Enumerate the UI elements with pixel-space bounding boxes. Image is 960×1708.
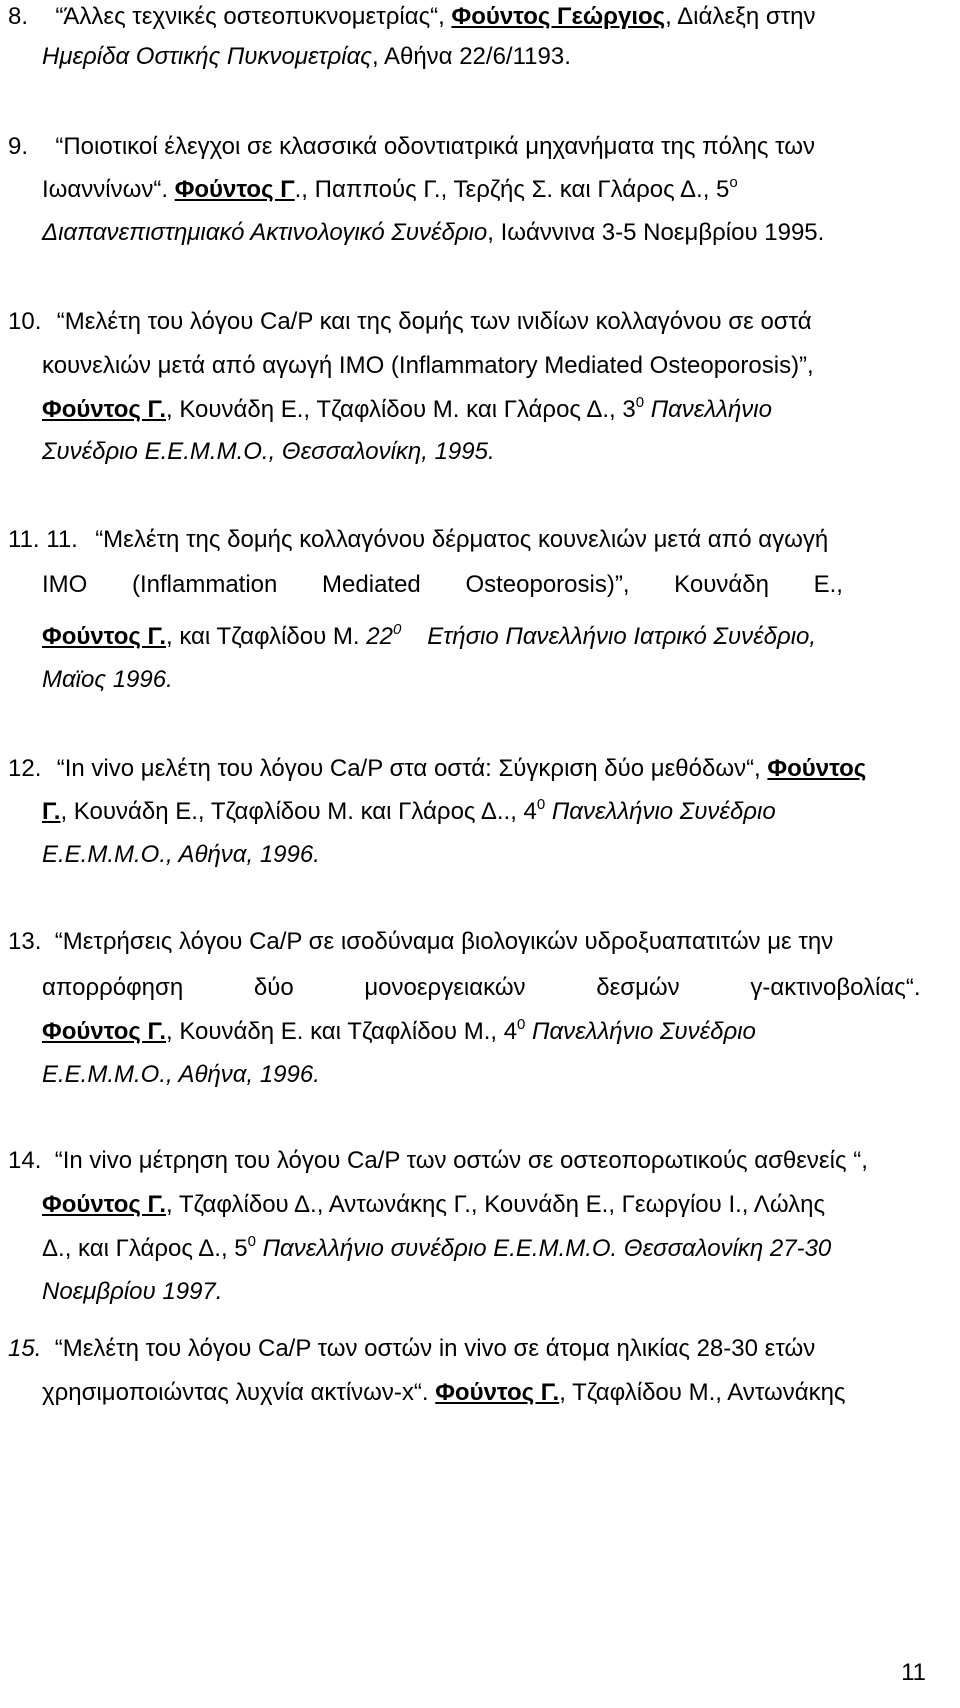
ref-15-title: “Μελέτη του λόγου Ca/P των οστών in vivo σε άτομα ηλικίας 28-30 ετών <box>54 1335 816 1362</box>
ref-13-author: Φούντος Γ. <box>42 1018 166 1045</box>
ref-12-number: 12. <box>8 755 42 782</box>
ref-9-number: 9. <box>8 133 29 160</box>
ref-8-rest: , Διάλεξη στην <box>665 3 816 30</box>
ref-11-date: Μαϊος 1996. <box>42 666 173 693</box>
ref-11-line-1 <box>8 525 952 555</box>
ref-15-author: Φούντος Γ. <box>435 1379 560 1406</box>
ref-14-line-4 <box>42 1277 952 1307</box>
ref-11-coauthors: , και Τζαφλίδου Μ. <box>165 623 367 650</box>
ref-10-title: “Μελέτη του λόγου Ca/P και της δομής των ινιδίων κολλαγόνου σε οστά <box>56 308 812 335</box>
ref-15-line-1 <box>8 1334 952 1364</box>
ref-12-venue-cont: Ε.Ε.Μ.Μ.Ο., Αθήνα, 1996. <box>42 841 320 868</box>
ref-9-venue: Διαπανεπιστημιακό Ακτινολογικό Συνέδριο <box>42 219 488 246</box>
ref-9-line-1 <box>8 132 952 162</box>
ref-10-author: Φούντος Γ. <box>42 396 166 423</box>
ref-13-coauthors: , Κουνάδη Ε. και Τζαφλίδου Μ., 4 <box>165 1018 518 1045</box>
ref-8-author: Φούντος Γεώργιος <box>451 3 666 30</box>
ref-8-line-1 <box>8 2 952 32</box>
ref-12-title: “In vivo μελέτη του λόγου Ca/P στα οστά: Σύγκριση δύο μεθόδων“, <box>56 755 761 782</box>
ref-12-line-2 <box>42 797 952 827</box>
ref-10-venue: Πανελλήνιο <box>644 396 772 423</box>
ref-13-line-1 <box>8 927 952 957</box>
ref-13-venue-cont: Ε.Ε.Μ.Μ.Ο., Αθήνα, 1996. <box>42 1061 320 1088</box>
ref-13-venue: Πανελλήνιο Συνέδριο <box>525 1018 756 1045</box>
ref-13-title: “Μετρήσεις λόγου Ca/P σε ισοδύναμα βιολογικών υδροξυαπατιτών με την <box>54 928 834 955</box>
ref-14-venue: Πανελλήνιο συνέδριο Ε.Ε.Μ.Μ.Ο. Θεσσαλονίκη 27-30 <box>255 1235 832 1262</box>
ref-13-line-3 <box>42 1017 952 1047</box>
ref-9-line-3 <box>42 218 952 248</box>
ref-14-date: Νοεμβρίου 1997. <box>42 1278 223 1305</box>
ref-10-line-1 <box>8 307 952 337</box>
ref-14-title: “In vivo μέτρηση του λόγου Ca/P των οστών σε οστεοπορωτικούς ασθενείς “, <box>54 1147 868 1174</box>
ref-8-line-2 <box>42 42 952 72</box>
ref-11-number: 11. 11. <box>8 526 78 553</box>
ref-13-line-2 <box>42 973 952 1003</box>
ref-10-line-4 <box>42 437 952 467</box>
ref-10-line-3 <box>42 395 952 425</box>
ref-11-line-2 <box>42 570 952 600</box>
ref-14-coauthors-cont: Δ., και Γλάρος Δ., 5 <box>42 1235 248 1262</box>
ref-9-title-end: Ιωαννίνων“. <box>42 176 175 203</box>
ref-11-edition: 22 <box>366 623 393 650</box>
ref-15-line-2 <box>42 1378 952 1408</box>
ref-12-venue: Πανελλήνιο Συνέδριο <box>545 798 776 825</box>
ref-10-sup: 0 <box>635 394 645 411</box>
ref-12-line-3 <box>42 840 952 870</box>
ref-14-line-2 <box>42 1190 952 1220</box>
ref-13-number: 13. <box>8 928 42 955</box>
ref-12-author-surname: Φούντος <box>767 755 867 782</box>
ref-8-place: , Αθήνα 22/6/1193. <box>371 43 571 70</box>
ref-10-coauthors: , Κουνάδη Ε., Τζαφλίδου Μ. και Γλάρος Δ., 3 <box>165 396 636 423</box>
ref-10-title-cont: κουνελιών μετά από αγωγή IMO (Inflammatory Mediated Osteoporosis)”, <box>42 352 814 379</box>
ref-9-title: “Ποιοτικοί έλεγχοι σε κλασσικά οδοντιατρικά μηχανήματα της πόλης των <box>55 133 816 160</box>
ref-10-number: 10. <box>8 308 42 335</box>
ref-12-sup: 0 <box>536 796 546 813</box>
ref-9-sup: ο <box>729 174 738 191</box>
ref-11-line-4 <box>42 665 952 695</box>
ref-15-number: 15. <box>8 1335 42 1362</box>
ref-14-line-3 <box>42 1234 952 1264</box>
ref-11-sup: 0 <box>392 621 402 638</box>
ref-11-title: “Μελέτη της δομής κολλαγόνου δέρματος κουνελιών μετά από αγωγή <box>95 526 829 553</box>
ref-14-author: Φούντος Γ. <box>42 1191 166 1218</box>
ref-15-title-end: χρησιμοποιώντας λυχνία ακτίνων-x“. <box>42 1379 436 1406</box>
ref-11-venue: Ετήσιο Πανελλήνιο Ιατρικό Συνέδριο, <box>427 623 817 650</box>
ref-14-sup: 0 <box>247 1233 256 1250</box>
ref-15-coauthors: , Τζαφλίδου Μ., Αντωνάκης <box>559 1379 846 1406</box>
ref-12-author-initial: Γ. <box>42 798 61 825</box>
ref-9-place: , Ιωάννινα 3-5 Νοεμβρίου 1995. <box>487 219 825 246</box>
ref-8-venue: Ημερίδα Οστικής Πυκνομετρίας <box>42 43 372 70</box>
ref-11-line-3 <box>42 622 952 652</box>
ref-12-coauthors: , Κουνάδη Ε., Τζαφλίδου Μ. και Γλάρος Δ.., 4 <box>60 798 537 825</box>
ref-14-number: 14. <box>8 1147 42 1174</box>
ref-14-line-1 <box>8 1146 952 1176</box>
page-number: 11 <box>901 1659 926 1686</box>
ref-8-number: 8. <box>8 3 29 30</box>
ref-9-line-2 <box>42 175 952 205</box>
ref-14-coauthors: , Τζαφλίδου Δ., Αντωνάκης Γ., Κουνάδη Ε., Γεωργίου Ι., Λώλης <box>165 1191 826 1218</box>
ref-11-title-cont: IMO (Inflammation Mediated Osteoporosis)”, Κουνάδη Ε., <box>42 571 843 598</box>
ref-13-line-4 <box>42 1060 952 1090</box>
ref-8-title: “Άλλες τεχνικές οστεοπυκνομετρίας“, <box>55 3 452 30</box>
ref-12-line-1 <box>8 754 952 784</box>
ref-13-sup: 0 <box>517 1016 526 1033</box>
ref-9-author: Φούντος Γ <box>174 176 295 203</box>
ref-9-coauthors: ., Παππούς Γ., Τερζής Σ. και Γλάρος Δ., 5 <box>294 176 730 203</box>
ref-10-venue-cont: Συνέδριο Ε.Ε.Μ.Μ.Ο., Θεσσαλονίκη, 1995. <box>42 438 495 465</box>
ref-13-title-cont: απορρόφηση δύο μονοεργειακών δεσμών γ-ακτινοβολίας“. <box>42 974 921 1001</box>
ref-10-line-2 <box>42 351 952 381</box>
ref-11-author: Φούντος Γ. <box>42 623 166 650</box>
